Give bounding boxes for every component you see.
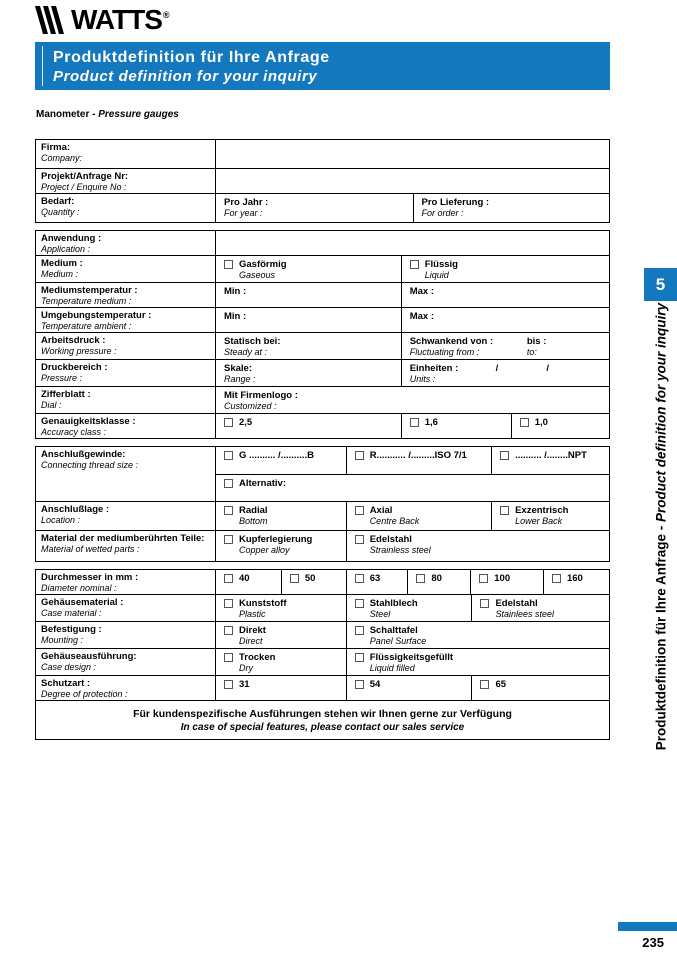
form-cell (346, 649, 609, 675)
form-cell (216, 502, 346, 530)
form-cell (216, 622, 346, 648)
form-cell (216, 231, 609, 255)
row-label: Befestigung : Mounting : (36, 622, 216, 648)
form-field (355, 573, 381, 584)
section-label-de: Manometer - (36, 109, 99, 120)
row-content (216, 622, 609, 648)
form-cell (346, 622, 609, 648)
form-cell (543, 570, 609, 594)
page-title-en: Product definition for your inquiry (53, 68, 318, 85)
row-content (216, 333, 609, 359)
option-label: 100 (494, 573, 511, 584)
form-cell (346, 502, 491, 530)
form-cell (511, 414, 609, 438)
sidebar-vertical-title (653, 303, 669, 750)
row-label: Arbeitsdruck : Working pressure : (36, 333, 216, 359)
form-cell (413, 194, 610, 222)
form-field (224, 450, 314, 461)
option-label: 50 (304, 573, 316, 584)
form-row (35, 230, 610, 256)
option-label: 31 (239, 679, 250, 690)
page-number: 235 (642, 935, 664, 950)
logo-text: WATTS (71, 4, 162, 35)
form-field (355, 625, 427, 646)
checkbox[interactable] (500, 506, 509, 515)
option-label: 1,6 (424, 417, 438, 428)
form-cell (216, 256, 401, 282)
form-field (410, 363, 496, 384)
checkbox[interactable] (224, 653, 233, 662)
row-content (216, 676, 609, 700)
form-field (355, 679, 381, 690)
form-field (224, 625, 266, 646)
form-row (35, 413, 610, 439)
option-label: Pro Lieferung : For order : (421, 197, 490, 218)
checkbox[interactable] (410, 260, 419, 269)
watts-logo (35, 6, 170, 34)
checkbox[interactable] (500, 451, 509, 460)
option-label: Mit Firmenlogo : Customized : (224, 390, 298, 411)
form-field (224, 478, 286, 489)
form-cell (216, 140, 609, 168)
row-content (216, 649, 609, 675)
form-row (35, 501, 610, 531)
row-label: Gehäusematerial : Case material : (36, 595, 216, 621)
page-title-de: Produktdefinition für Ihre Anfrage (53, 49, 330, 66)
form-field (290, 573, 316, 584)
option-label: Schalttafel Panel Surface (369, 625, 427, 646)
form-cell (216, 360, 401, 386)
row-content (216, 140, 609, 168)
form-field (224, 505, 268, 526)
form-cell (281, 570, 346, 594)
checkbox[interactable] (355, 653, 364, 662)
row-content (216, 169, 609, 193)
option-label: Pro Jahr : For year : (224, 197, 269, 218)
form-field (410, 417, 438, 428)
form-cell (346, 531, 609, 561)
form-field (416, 573, 442, 584)
option-label: Edelstahl Stainlees steel (495, 598, 554, 619)
checkbox[interactable] (355, 680, 364, 689)
form-field (355, 652, 453, 673)
row-content (216, 414, 609, 438)
form-field (500, 505, 568, 526)
form-row (35, 193, 610, 223)
form-field (224, 417, 252, 428)
option-label: 1,0 (534, 417, 548, 428)
option-label: Statisch bei: Steady at : (224, 336, 281, 357)
form-field (410, 259, 458, 280)
form-cell (216, 283, 401, 307)
form-cell (216, 169, 609, 193)
option-label: Skale: Range : (224, 363, 256, 384)
form-row (35, 282, 610, 308)
sidebar-title-en: Product definition for your inquiry (653, 303, 668, 522)
option-label: Radial Bottom (239, 505, 268, 526)
option-label: Max : (409, 286, 434, 297)
checkbox[interactable] (224, 418, 233, 427)
form-row (35, 446, 610, 502)
option-label: Exzentrisch Lower Back (515, 505, 569, 526)
checkbox[interactable] (480, 680, 489, 689)
form-cell (216, 570, 281, 594)
form-cell (346, 595, 472, 621)
option-label: / (546, 363, 550, 374)
form-cell (216, 194, 413, 222)
form-cell (471, 595, 609, 621)
form-field (479, 573, 510, 584)
form-field (495, 363, 550, 374)
form-row (35, 594, 610, 622)
form-cell (216, 676, 346, 700)
form-cell (491, 447, 609, 474)
chapter-tab: 5 (644, 268, 677, 301)
option-label: Max : (409, 311, 434, 322)
row-content (216, 595, 609, 621)
row-label: Bedarf: Quantity : (36, 194, 216, 222)
form-field (224, 598, 287, 619)
watts-stripes-icon (35, 6, 67, 34)
form-row (35, 255, 610, 283)
checkbox[interactable] (224, 535, 233, 544)
row-label: Durchmesser in mm : Diameter nominal : (36, 570, 216, 594)
form-row (35, 168, 610, 194)
row-label: Genauigkeitsklasse : Accuracy class : (36, 414, 216, 438)
option-label: .......... /........NPT (515, 450, 587, 461)
row-label: Druckbereich : Pressure : (36, 360, 216, 386)
row-content (216, 256, 609, 282)
checkbox[interactable] (224, 680, 233, 689)
checkbox[interactable] (224, 574, 233, 583)
option-label: Trocken Dry (239, 652, 276, 673)
option-label: Kupferlegierung Copper alloy (239, 534, 313, 555)
row-label: Anschlußgewinde: Connecting thread size : (36, 447, 216, 501)
option-label: G .......... /..........B (239, 450, 314, 461)
form-field (355, 505, 420, 526)
form-cell (470, 570, 543, 594)
option-label: 80 (431, 573, 442, 584)
form-cell (491, 502, 609, 530)
row-label: Zifferblatt : Dial : (36, 387, 216, 413)
form-cell (216, 531, 346, 561)
option-label: 160 (566, 573, 583, 584)
section-label (36, 109, 179, 120)
form-field (480, 598, 554, 619)
option-label: 40 (239, 573, 250, 584)
form-cell (216, 308, 401, 332)
option-label: Direkt Direct (239, 625, 266, 646)
form-field (355, 450, 467, 461)
row-content (216, 447, 609, 501)
form-cell (471, 676, 609, 700)
form-row (35, 621, 610, 649)
form-field (224, 390, 298, 411)
checkbox[interactable] (224, 451, 233, 460)
registered-mark: ® (162, 10, 170, 20)
form-cell (407, 570, 470, 594)
form-field (410, 311, 434, 322)
form-field (224, 311, 246, 322)
form-row (35, 675, 610, 701)
option-label: 63 (369, 573, 381, 584)
option-label: R........... /.........ISO 7/1 (369, 450, 467, 461)
form-cell (401, 414, 511, 438)
row-label: Gehäuseausführung: Case design : (36, 649, 216, 675)
form-field (224, 679, 250, 690)
checkbox[interactable] (224, 599, 233, 608)
option-label: Einheiten : Units : (409, 363, 459, 384)
option-label: Edelstahl Strainless steel (369, 534, 431, 555)
option-label: Flüssig Liquid (424, 259, 458, 280)
form-row (35, 307, 610, 333)
form-field (224, 363, 256, 384)
form-field (355, 598, 418, 619)
checkbox[interactable] (355, 535, 364, 544)
checkbox[interactable] (355, 626, 364, 635)
form-field (410, 286, 434, 297)
form-field (224, 336, 281, 357)
form-row (35, 359, 610, 387)
row-label: Umgebungstemperatur : Temperature ambient : (36, 308, 216, 332)
product-definition-form (35, 139, 610, 740)
row-content (216, 283, 609, 307)
option-label: Stahlblech Steel (369, 598, 418, 619)
checkbox[interactable] (355, 451, 364, 460)
option-label: bis : to: (526, 336, 547, 357)
row-label: Anwendung : Application : (36, 231, 216, 255)
form-field (224, 197, 268, 218)
form-row (35, 386, 610, 414)
form-field (480, 679, 506, 690)
form-field (527, 336, 597, 357)
form-field (500, 450, 587, 461)
form-row (35, 530, 610, 562)
sidebar-title-de: Produktdefinition für Ihre Anfrage - (653, 522, 668, 751)
row-content (216, 570, 609, 594)
option-label: 65 (495, 679, 507, 690)
form-cell (216, 649, 346, 675)
form-cell (216, 333, 401, 359)
checkbox[interactable] (479, 574, 488, 583)
form-footer-note: Für kundenspezifische Ausführungen stehen wir Ihnen gerne zur Verfügung In case of special features, please contact our sales service (35, 700, 610, 740)
row-content (216, 531, 609, 561)
checkbox[interactable] (224, 479, 233, 488)
form-field (410, 336, 527, 357)
form-field (355, 534, 431, 555)
checkbox[interactable] (416, 574, 425, 583)
form-cell (401, 360, 609, 386)
form-field (224, 534, 312, 555)
checkbox[interactable] (355, 506, 364, 515)
row-content (216, 194, 609, 222)
row-content (216, 231, 609, 255)
footer-accent-bar (618, 922, 677, 931)
row-label: Material der mediumberührten Teile: Material of wetted parts : (36, 531, 216, 561)
option-label: 2,5 (239, 417, 253, 428)
checkbox[interactable] (224, 506, 233, 515)
checkbox[interactable] (224, 626, 233, 635)
form-cell (346, 676, 472, 700)
form-field (546, 363, 597, 374)
form-cell (216, 595, 346, 621)
row-content (216, 308, 609, 332)
form-cell (216, 475, 609, 502)
checkbox[interactable] (355, 599, 364, 608)
checkbox[interactable] (290, 574, 299, 583)
checkbox[interactable] (224, 260, 233, 269)
option-label: / (495, 363, 499, 374)
form-row (35, 332, 610, 360)
row-label: Firma: Company: (36, 140, 216, 168)
form-field (224, 286, 246, 297)
form-row (35, 139, 610, 169)
checkbox[interactable] (410, 418, 419, 427)
option-label: Axial Centre Back (369, 505, 420, 526)
section-label-en: Pressure gauges (98, 109, 179, 120)
row-label: Projekt/Anfrage Nr: Project / Enquire No : (36, 169, 216, 193)
option-label: Alternativ: (239, 477, 286, 489)
page-title-banner (35, 42, 610, 90)
form-cell (401, 256, 609, 282)
option-label: 54 (369, 679, 381, 690)
option-label: Gasförmig Gaseous (239, 259, 287, 280)
form-field (422, 197, 490, 218)
checkbox[interactable] (355, 574, 364, 583)
form-cell (216, 387, 609, 413)
form-field (552, 573, 583, 584)
form-cell (401, 333, 609, 359)
form-row (35, 648, 610, 676)
form-field (520, 417, 548, 428)
row-label: Schutzart : Degree of protection : (36, 676, 216, 700)
form-cell (346, 447, 491, 474)
form-row (35, 569, 610, 595)
option-label: Min : (224, 311, 247, 322)
row-content (216, 360, 609, 386)
form-cell (401, 308, 609, 332)
form-field (224, 652, 275, 673)
option-label: Schwankend von : Fluctuating from : (409, 336, 494, 357)
option-label: Flüssigkeitsgefüllt Liquid filled (369, 652, 454, 673)
option-label: Min : (224, 286, 247, 297)
form-cell (216, 447, 346, 474)
form-field (224, 573, 250, 584)
form-cell (216, 414, 401, 438)
row-label: Anschlußlage : Location : (36, 502, 216, 530)
form-cell (346, 570, 408, 594)
checkbox[interactable] (552, 574, 561, 583)
form-field (224, 259, 287, 280)
row-label: Mediumstemperatur : Temperature medium : (36, 283, 216, 307)
row-content (216, 502, 609, 530)
row-content (216, 387, 609, 413)
row-label: Medium : Medium : (36, 256, 216, 282)
checkbox[interactable] (480, 599, 489, 608)
form-cell (401, 283, 609, 307)
checkbox[interactable] (520, 418, 529, 427)
option-label: Kunststoff Plastic (239, 598, 287, 619)
